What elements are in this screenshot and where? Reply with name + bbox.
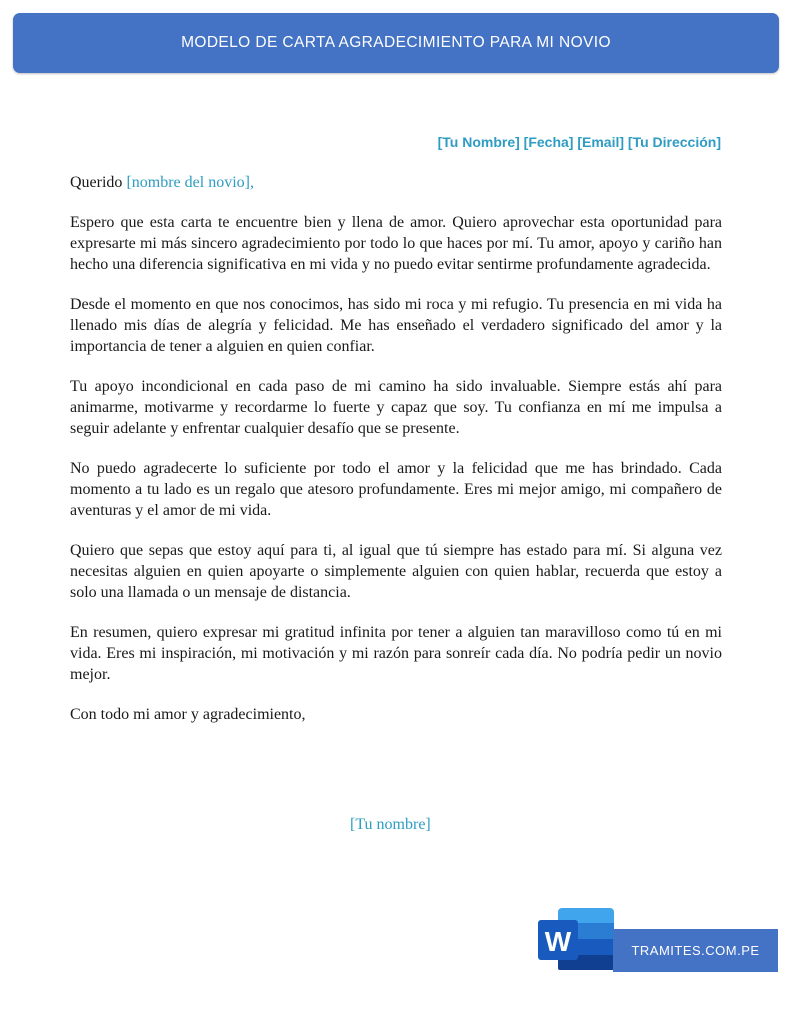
site-label: TRAMITES.COM.PE — [631, 943, 760, 958]
paragraph: Tu apoyo incondicional en cada paso de mi camino ha sido invaluable. Siempre estás ahí para animarme, motivarme y recordarme lo fuerte y capaz que soy. Tu confianza en mí me impulsa a seguir adelante y enfrentar cualquier desafío que se presente. — [70, 378, 722, 437]
paragraph: No puedo agradecerte lo suficiente por todo el amor y la felicidad que me has brindado. Cada momento a tu lado es un regalo que atesoro profundamente. Eres mi mejor amigo, mi compañero de aventuras y el amor de mi vida. — [70, 460, 722, 519]
word-icon — [538, 908, 614, 970]
recipient-placeholder: [nombre del novio], — [126, 174, 254, 191]
paragraph: Espero que esta carta te encuentre bien y llena de amor. Quiero aprovechar esta oportunidad para expresarte mi más sincero agradecimiento por todo lo que haces por mí. Tu amor, apoyo y cariño han hecho una diferencia significativa en mi vida y no puedo evitar sentirme profundamente agradecida. — [70, 214, 722, 273]
paragraph: Desde el momento en que nos conocimos, has sido mi roca y mi refugio. Tu presencia en mi vida ha llenado mis días de alegría y felicidad. Me has enseñado el verdadero significado del amor y la importancia de tener a alguien en quien confiar. — [70, 296, 722, 355]
paragraph: Quiero que sepas que estoy aquí para ti, al igual que tú siempre has estado para mí. Si alguna vez necesitas alguien en quien apoyarte o simplemente alguien con quien hablar, recuerda que estoy a solo una llamada o un mensaje de distancia. — [70, 542, 722, 601]
signature-placeholder: [Tu nombre] — [350, 816, 431, 833]
sender-fields: [Tu Nombre] [Fecha] [Email] [Tu Dirección] — [437, 134, 721, 150]
svg-text:W: W — [544, 926, 572, 957]
letter-body — [70, 172, 722, 725]
salutation-prefix: Querido — [70, 174, 127, 191]
paragraph: En resumen, quiero expresar mi gratitud infinita por tener a alguien tan maravilloso como tú en mi vida. Eres mi inspiración, mi motivación y mi razón para sonreír cada día. No podría pedir un novio mejor. — [70, 624, 722, 683]
document-title: MODELO DE CARTA AGRADECIMIENTO PARA MI NOVIO — [181, 34, 611, 51]
salutation — [70, 172, 722, 193]
title-banner — [13, 13, 779, 73]
site-badge[interactable] — [613, 929, 778, 972]
closing: Con todo mi amor y agradecimiento, — [70, 706, 306, 723]
